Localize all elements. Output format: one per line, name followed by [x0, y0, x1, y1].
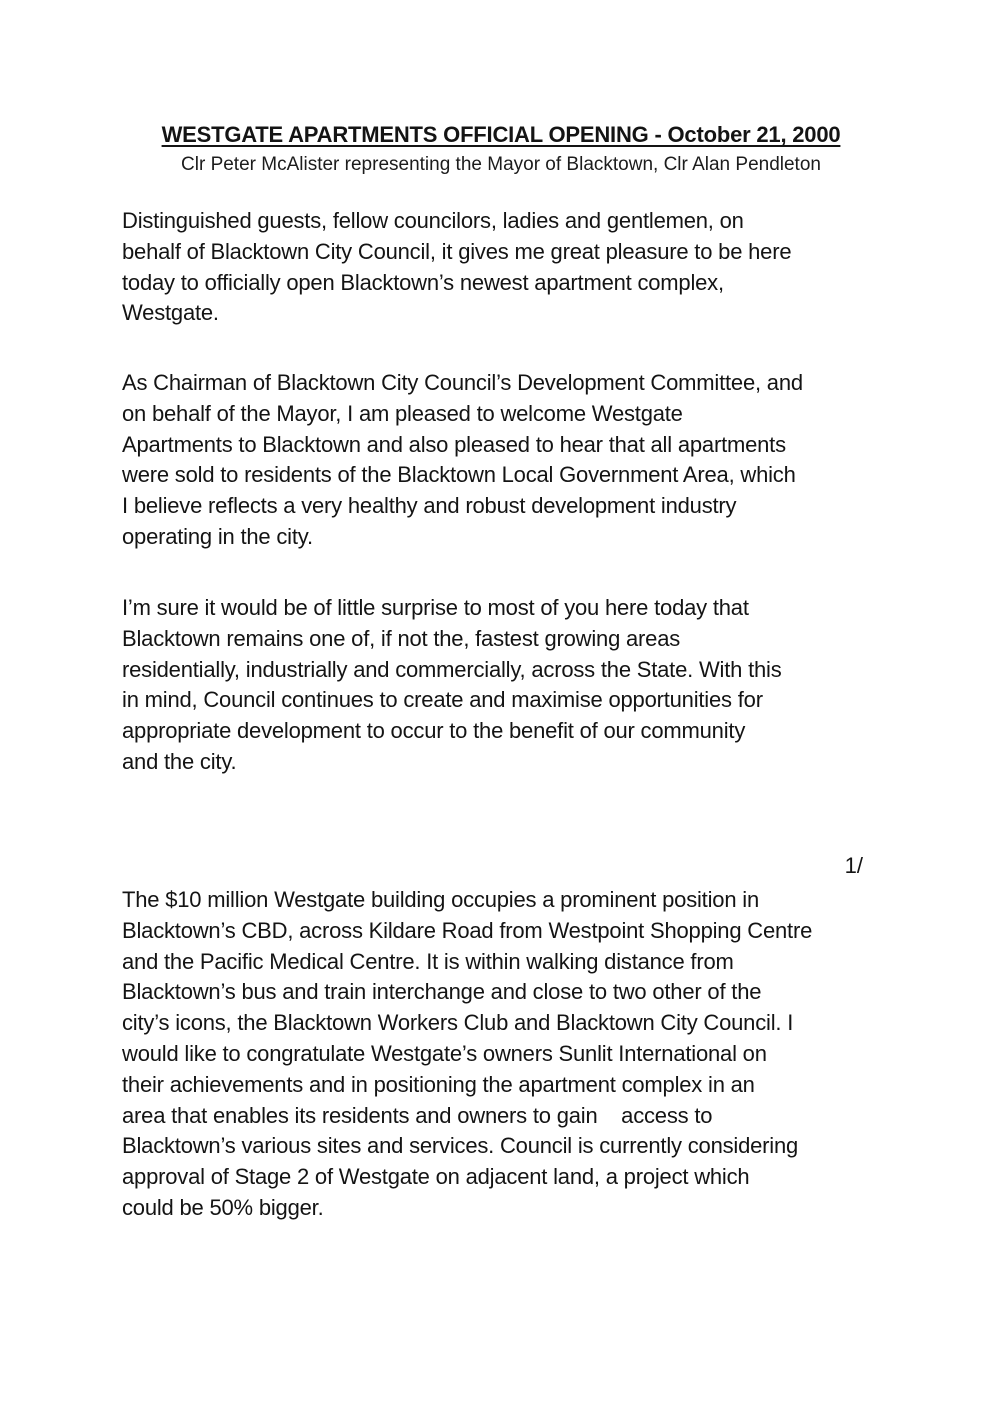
text-line: would like to congratulate Westgate’s owners Sunlit International on: [122, 1040, 767, 1066]
text-line: city’s icons, the Blacktown Workers Club and Blacktown City Council. I: [122, 1010, 794, 1036]
text-line: and the city.: [122, 748, 237, 774]
text-line: operating in the city.: [122, 523, 313, 549]
text-line: appropriate development to occur to the benefit of our community: [122, 718, 746, 744]
text-line: their achievements and in positioning the apartment complex in an: [122, 1071, 755, 1097]
text-line: approval of Stage 2 of Westgate on adjacent land, a project which: [122, 1164, 750, 1190]
text-line: area that enables its residents and owners to gain access to: [122, 1102, 713, 1128]
text-line: on behalf of the Mayor, I am pleased to welcome Westgate: [122, 400, 683, 426]
text-line: Blacktown’s bus and train interchange and close to two other of the: [122, 979, 762, 1005]
text-line: The $10 million Westgate building occupies a prominent position in: [122, 887, 759, 912]
paragraph-3: [122, 593, 922, 778]
text-line: Westgate.: [122, 300, 219, 326]
text-line: I believe reflects a very healthy and robust development industry: [122, 493, 737, 519]
text-line: As Chairman of Blacktown City Council’s Development Committee, and: [122, 370, 803, 395]
text-line: today to officially open Blacktown’s newest apartment complex,: [122, 269, 724, 295]
document-title: WESTGATE APARTMENTS OFFICIAL OPENING - October 21, 2000: [161, 122, 841, 147]
text-line: Apartments to Blacktown and also pleased to hear that all apartments: [122, 431, 786, 457]
paragraph-4: [122, 885, 922, 1224]
text-line: and the Pacific Medical Centre. It is within walking distance from: [122, 948, 734, 974]
document-header: [122, 121, 880, 177]
text-line: I’m sure it would be of little surprise to most of you here today that: [122, 595, 749, 620]
text-line: Blacktown remains one of, if not the, fastest growing areas: [122, 625, 681, 651]
text-line: behalf of Blacktown City Council, it gives me great pleasure to be here: [122, 238, 792, 264]
text-line: Blacktown’s various sites and services. Council is currently considering: [122, 1133, 799, 1159]
text-line: could be 50% bigger.: [122, 1194, 324, 1220]
text-line: were sold to residents of the Blacktown Local Government Area, which: [122, 462, 796, 488]
text-line: residentially, industrially and commercially, across the State. With this: [122, 656, 782, 682]
paragraph-1: [122, 206, 922, 329]
paragraph-2: [122, 368, 922, 553]
text-line: Blacktown’s CBD, across Kildare Road from Westpoint Shopping Centre: [122, 917, 813, 943]
text-line: Distinguished guests, fellow councilors, ladies and gentlemen, on: [122, 208, 744, 233]
document-subtitle: Clr Peter McAlister representing the Mayor of Blacktown, Clr Alan Pendleton: [181, 154, 821, 175]
text-line: in mind, Council continues to create and maximise opportunities for: [122, 687, 763, 713]
page-marker: 1/: [844, 853, 863, 878]
